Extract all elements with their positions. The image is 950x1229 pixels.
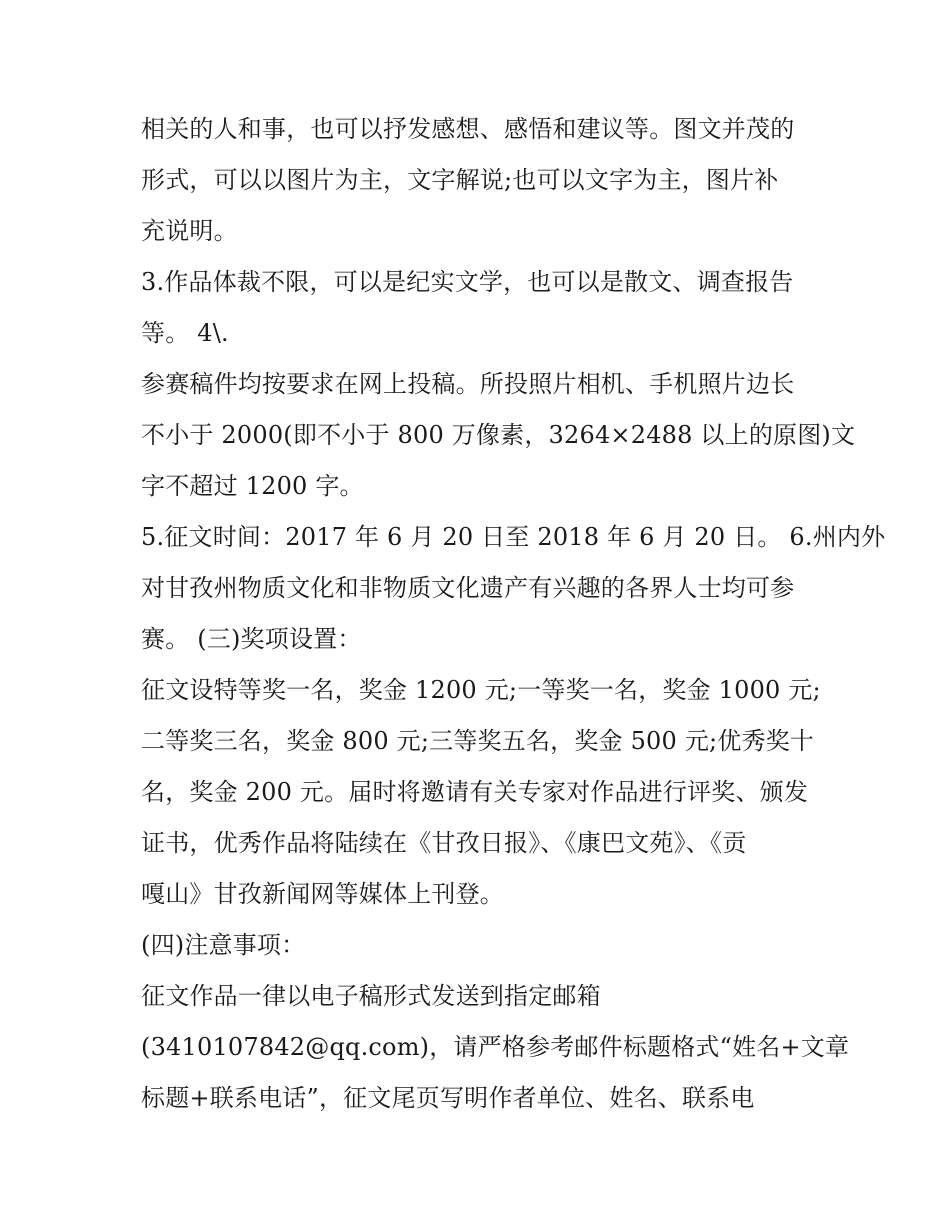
body-text [141,104,886,1124]
text-line: 形式，可以以图片为主，文字解说;也可以文字为主，图片补 [141,166,779,194]
text-line: 征文设特等奖一名，奖金 1200 元;一等奖一名，奖金 1000 元; [141,676,821,704]
text-line: 名，奖金 200 元。届时将邀请有关专家对作品进行评奖、颁发 [141,778,809,806]
text-line: 证书，优秀作品将陆续在《甘孜日报》、《康巴文苑》、《贡 [141,829,747,857]
text-line: 不小于 2000(即不小于 800 万像素，3264×2488 以上的原图)文 [141,421,856,449]
text-line: 嘎山》甘孜新闻网等媒体上刊登。 [141,880,504,908]
text-line: 等。 4\. [141,319,229,347]
text-line: (3410107842@qq.com)，请严格参考邮件标题格式“姓名+文章 [141,1033,850,1061]
text-line: 5.征文时间：2017 年 6 月 20 日至 2018 年 6 月 20 日。 6.州内外 [141,523,886,551]
text-line: 字不超过 1200 字。 [141,472,364,500]
text-line: (四)注意事项： [141,931,306,959]
text-line: 对甘孜州物质文化和非物质文化遗产有兴趣的各界人士均可参 [141,574,795,602]
text-line: 赛。 (三)奖项设置： [141,625,362,653]
text-line: 二等奖三名，奖金 800 元;三等奖五名，奖金 500 元;优秀奖十 [141,727,815,755]
text-line: 3.作品体裁不限，可以是纪实文学，也可以是散文、调查报告 [141,268,794,296]
text-line: 相关的人和事，也可以抒发感想、感悟和建议等。图文并茂的 [141,115,795,143]
text-line: 征文作品一律以电子稿形式发送到指定邮箱 [141,982,601,1010]
text-line: 充说明。 [141,217,238,245]
text-line: 参赛稿件均按要求在网上投稿。所投照片相机、手机照片边长 [141,370,795,398]
text-line: 标题+联系电话”，征文尾页写明作者单位、姓名、联系电 [141,1084,755,1112]
